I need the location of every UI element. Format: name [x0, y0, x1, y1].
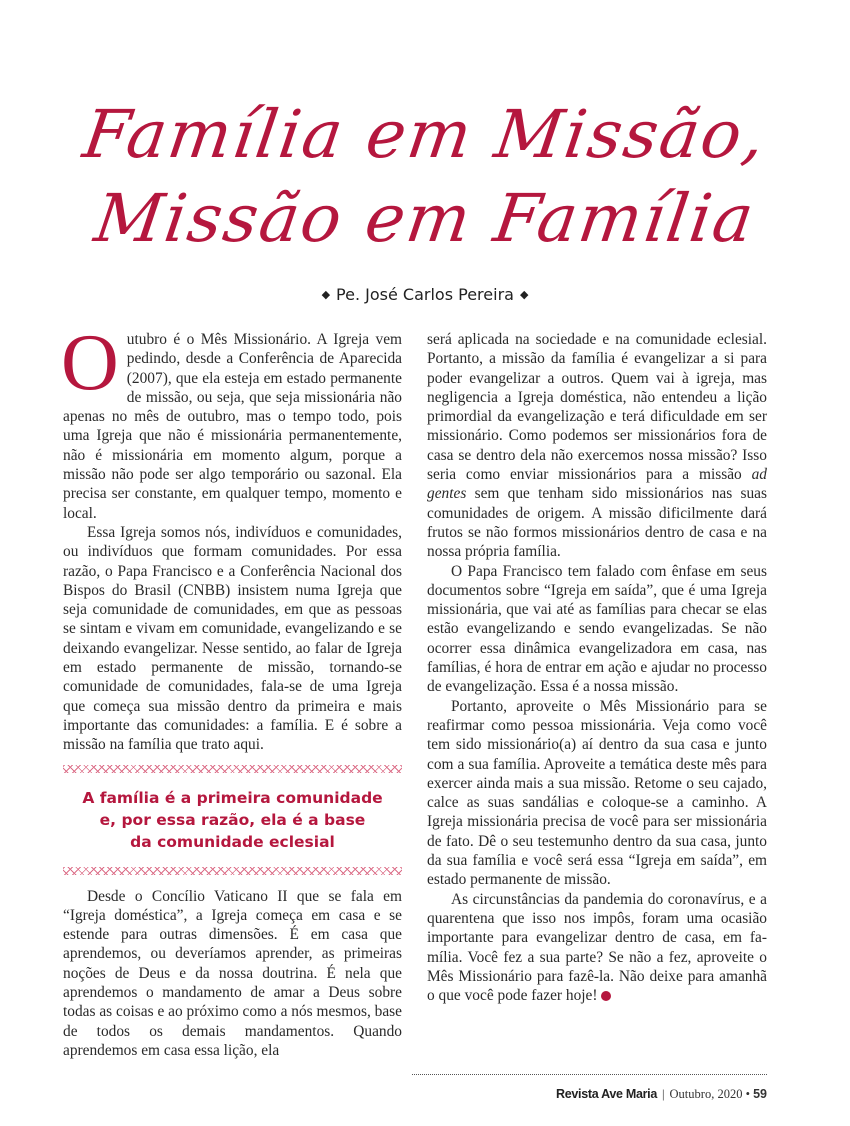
drop-cap: O [61, 319, 119, 407]
paragraph: Portanto, aproveite o Mês Missionário para se reafirmar como pessoa missionária. Veja como você tem sido missionário(a) aí dentro da sua casa e junto com a sua família. Aproveite a temática deste mês para exercer ainda mais a sua missão. Retome o seu cajado, calce as suas sandálias e coloque-se a caminho. A Igreja missionária precisa de você para ser missionária de fato. Dê o seu testemunho dentro da sua casa, junto da sua família e você será essa “Igreja em saída”, em estado permanente de missão. [427, 697, 767, 889]
magazine-name: Revista Ave Maria [556, 1087, 658, 1101]
paragraph-text: será aplicada na sociedade e na comunidade eclesial. Portanto, a missão da família é evangelizar a si para poder evangelizar a outros. Quem vai à igreja, mas negligencia a Igreja doméstica, não entendeu a lição primordial da evangelização e terá dificuldade em ser missionário. Como podemos ser missionários fora de casa se dentro dela não exercemos nossa missão? Isso seria como enviar missionários para a missão [427, 331, 767, 484]
paragraph-text: sem que tenham sido missionários nas suas comunidades de origem. A missão dificilmente dará frutos se não formos missionários dentro de casa e na nossa própria família. [427, 485, 767, 561]
paragraph: Essa Igreja somos nós, indivíduos e comunidades, ou indivíduos que formam comunidades. Por essa razão, o Papa Francisco e a Conferência Nacional dos Bispos do Brasil (CNBB) insistem numa Igreja que seja comunidade de comunidades, em que as pessoas se sintam e vivam em comunidade, evangelizando e se deixando evangelizar. Nesse sentido, ao falar de Igreja em estado permanente de missão, tornando-se comunidade de comunidades, fala-se de uma Igreja que começa sua missão dentro da primeira e mais importante das comunidades: a família. E é sobre a missão na família que trato aqui. [63, 523, 402, 754]
page-number: 59 [753, 1087, 767, 1101]
footer-separator: | [662, 1087, 665, 1101]
paragraph-text: As circunstâncias da pandemia do coronavírus, e a quarentena que isso nos impôs, foram uma ocasião importante para evangelizar dentro de casa, em família. Você fez a sua parte? Se não a fez, aproveite o Mês Missionário para fazê-la. Não deixe para amanhã o que você pode fazer hoje! [427, 890, 767, 1005]
pull-quote-line: A família é a primeira comunidade [82, 788, 383, 807]
paragraph-text: utubro é o Mês Missionário. A Igreja vem pedindo, desde a Conferência de Aparecida (2007), que ela esteja em estado permanente de missão, ou seja, que seja missionária não apenas no mês de outubro, mas o tempo todo, pois uma Igreja que não é missionária permanentemente, não é missionária em momento algum, porque a missão não pode ser algo temporário ou sazonal. Ela precisa ser constante, em qualquer tempo, momento e local. [63, 331, 402, 522]
end-of-article-dot-icon [601, 991, 611, 1001]
pull-quote [63, 765, 402, 875]
paragraph [427, 890, 767, 1006]
right-column [427, 330, 767, 1005]
issue-date: Outubro, 2020 [669, 1087, 743, 1101]
diamond-ornament-icon: ◆ [519, 288, 529, 301]
zigzag-divider [63, 765, 402, 773]
bullet-icon: • [745, 1087, 750, 1101]
paragraph: Desde o Concílio Vaticano II que se fala em “Igreja doméstica”, a Igreja começa em casa e se estende para outras dimensões. É em casa que aprendemos, ou deveríamos aprender, as primeiras noções de Deus e da nossa doutrina. É nela que aprendemos o mandamento de amar a Deus sobre todas as coisas e ao próximo como a nós mesmos, base de todos os demais mandamentos. Quando aprendemos em casa essa lição, ela [63, 887, 402, 1059]
paragraph: O Papa Francisco tem falado com ênfase em seus documentos sobre “Igreja em saída”, que é uma Igreja missionária, que vai até as famílias para checar se elas estão evangelizando e sendo evangelizadas. Se não ocorrer essa dinâmica evangelizadora em casa, nas famílias, é hora de entrar em ação e ajudar no processo de evangelização. Essa é a nossa missão. [427, 562, 767, 696]
article-title-line-2: Missão em Família [90, 180, 760, 257]
italic-term: ad gentes [427, 466, 767, 503]
pull-quote-line: da comunidade eclesial [130, 832, 335, 851]
zigzag-divider [63, 867, 402, 875]
diamond-ornament-icon: ◆ [321, 288, 331, 301]
left-column [61, 319, 402, 1060]
article-title-line-1: Família em Missão, [78, 96, 772, 173]
pull-quote-line: e, por essa razão, ela é a base [99, 810, 366, 829]
paragraph [427, 330, 767, 562]
pull-quote-text [63, 773, 402, 867]
byline [0, 285, 850, 304]
author-name: Pe. José Carlos Pereira [336, 285, 514, 304]
footer-dotted-rule [412, 1074, 767, 1075]
page-footer [556, 1087, 767, 1102]
paragraph [61, 319, 402, 523]
